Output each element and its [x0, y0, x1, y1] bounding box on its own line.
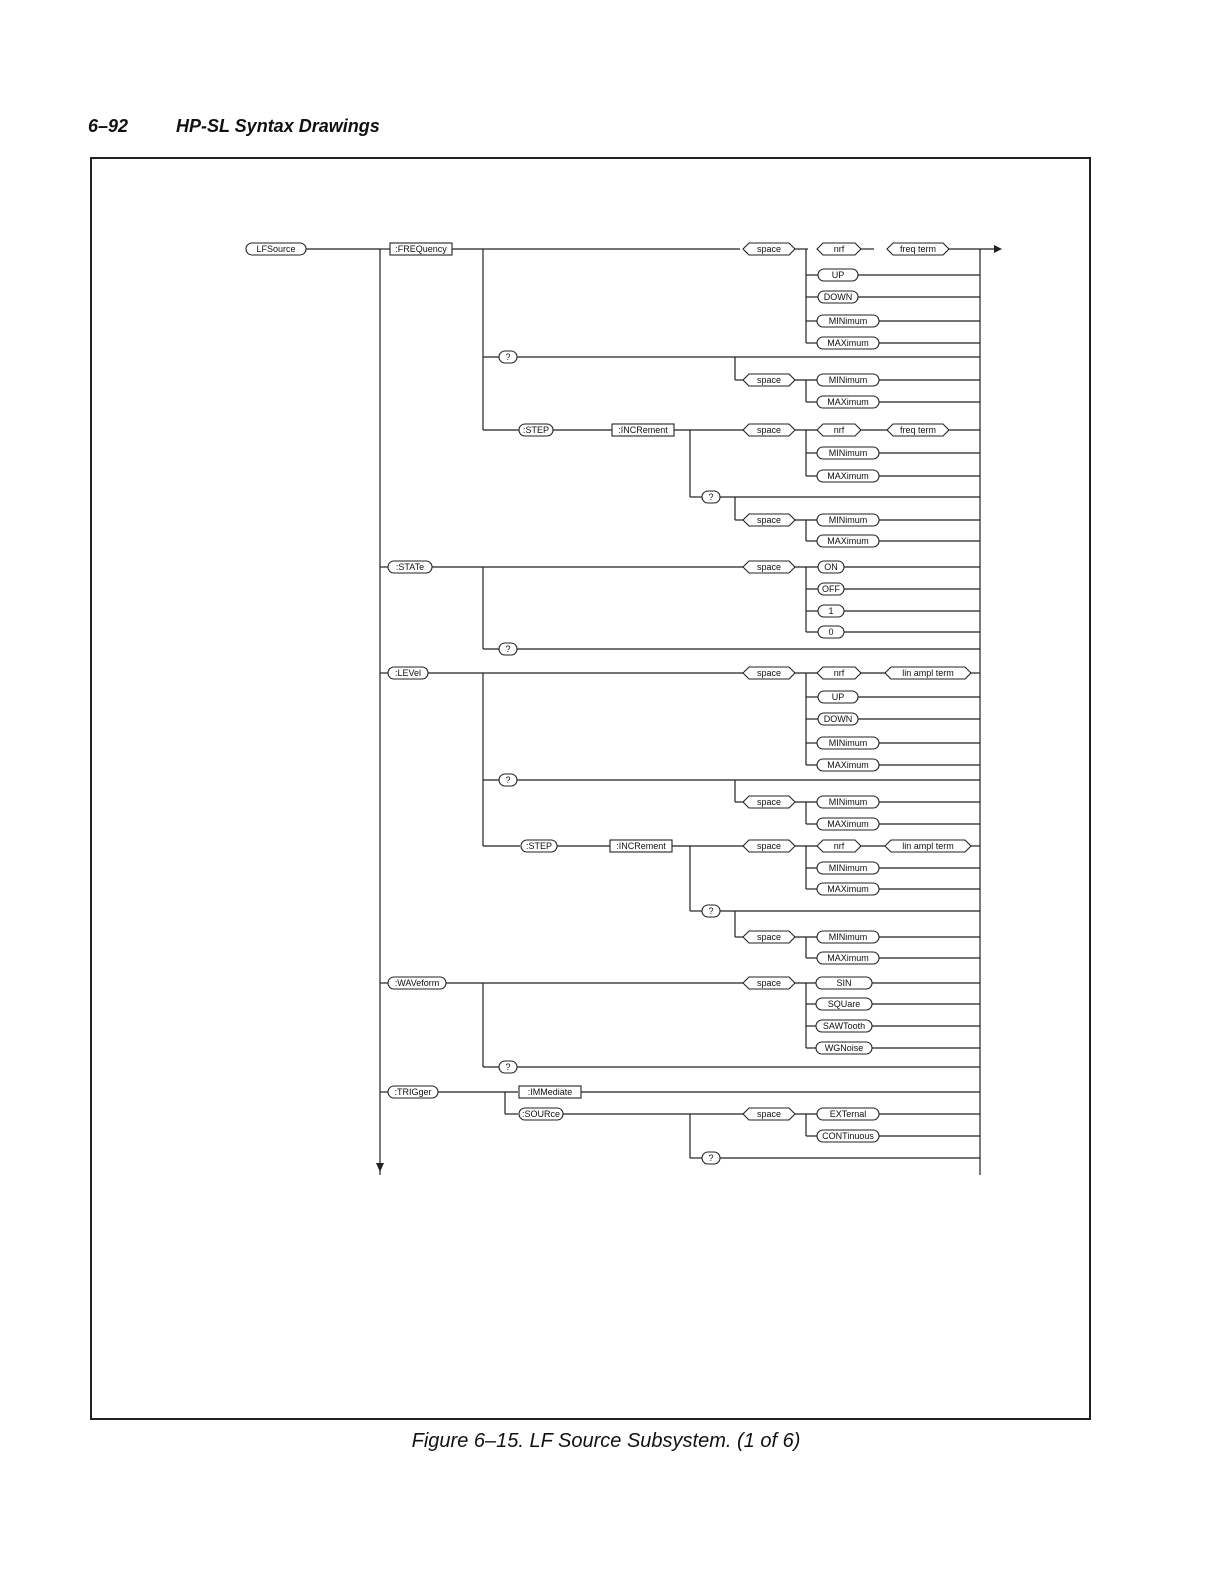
node-maximum	[817, 535, 879, 547]
node-label-minimum: MINimum	[828, 863, 868, 874]
node-maximum	[817, 759, 879, 771]
node-label-space: space	[756, 244, 782, 255]
node-freq-step	[519, 424, 553, 436]
node-label-waveform: :WAVeform	[394, 978, 440, 989]
node-freq-query	[499, 351, 517, 363]
node-space	[743, 840, 795, 852]
node-freq-term	[887, 243, 949, 255]
figure-caption: Figure 6–15. LF Source Subsystem. (1 of 6)	[411, 1430, 801, 1452]
node-label-nrf: nrf	[833, 841, 845, 852]
node-up	[818, 269, 858, 281]
node-label-one: 1	[828, 606, 834, 617]
node-label-space: space	[756, 425, 782, 436]
node-label-increment: :INCRement	[616, 841, 666, 852]
node-trigger-space	[743, 1108, 795, 1120]
node-label-maximum: MAXimum	[827, 819, 869, 830]
node-label-minimum: MINimum	[828, 515, 868, 526]
node-space	[743, 514, 795, 526]
node-freq-query-space	[743, 374, 795, 386]
node-down	[818, 291, 858, 303]
node-label-up: UP	[831, 270, 845, 281]
node-label-immediate: :IMMediate	[527, 1087, 573, 1098]
node-label-minimum: MINimum	[828, 738, 868, 749]
node-minimum	[817, 931, 879, 943]
node-minimum	[817, 447, 879, 459]
node-label-increment: :INCRement	[618, 425, 668, 436]
node-level-increment	[610, 840, 672, 852]
node-label-down: DOWN	[823, 714, 853, 725]
node-sin	[816, 977, 872, 989]
node-label-square: SQUare	[827, 999, 861, 1010]
node-label-on: ON	[824, 562, 838, 573]
node-label-query: ?	[708, 492, 714, 503]
node-label-query: ?	[708, 906, 714, 917]
node-trigger-query	[702, 1152, 720, 1164]
node-frequency	[390, 243, 452, 255]
node-level-space	[743, 667, 795, 679]
node-minimum	[817, 796, 879, 808]
node-label-step: :STEP	[522, 425, 550, 436]
node-zero	[818, 626, 844, 638]
node-minimum	[817, 315, 879, 327]
node-nrf	[817, 424, 861, 436]
node-label-sin: SIN	[836, 978, 852, 989]
node-lin_ampl_term	[885, 840, 971, 852]
node-label-space: space	[756, 515, 782, 526]
node-label-up: UP	[831, 692, 845, 703]
node-label-maximum: MAXimum	[827, 397, 869, 408]
node-label-space: space	[756, 797, 782, 808]
node-label-query: ?	[708, 1153, 714, 1164]
node-label-maximum: MAXimum	[827, 471, 869, 482]
node-state	[388, 561, 432, 573]
node-label-nrf: nrf	[833, 425, 845, 436]
node-freq_term	[887, 424, 949, 436]
node-minimum	[817, 374, 879, 386]
node-space	[743, 931, 795, 943]
node-label-nrf: nrf	[833, 244, 845, 255]
node-label-zero: 0	[828, 627, 834, 638]
node-state-space	[743, 561, 795, 573]
node-minimum	[817, 862, 879, 874]
exit-arrow	[994, 245, 1002, 253]
node-label-trigger: :TRIGger	[394, 1087, 432, 1098]
node-down	[818, 713, 858, 725]
node-nrf	[817, 840, 861, 852]
node-immediate	[519, 1086, 581, 1098]
node-level-step-query	[702, 905, 720, 917]
node-label-space: space	[756, 562, 782, 573]
node-label-space: space	[756, 841, 782, 852]
trunk-arrow	[376, 1163, 384, 1172]
node-label-maximum: MAXimum	[827, 884, 869, 895]
node-maximum	[817, 883, 879, 895]
node-label-space: space	[756, 668, 782, 679]
node-waveform-space	[743, 977, 795, 989]
node-label-maximum: MAXimum	[827, 338, 869, 349]
node-label-minimum: MINimum	[828, 316, 868, 327]
node-space	[743, 796, 795, 808]
node-label-minimum: MINimum	[828, 375, 868, 386]
node-label-minimum: MINimum	[828, 797, 868, 808]
node-label-freq_term: freq term	[899, 244, 937, 255]
node-nrf	[817, 667, 861, 679]
node-sawtooth	[816, 1020, 872, 1032]
node-label-lin_ampl_term: lin ampl term	[902, 668, 954, 679]
node-label-off: OFF	[822, 584, 840, 595]
node-maximum	[817, 952, 879, 964]
node-label-minimum: MINimum	[828, 932, 868, 943]
node-label-state: :STATe	[395, 562, 425, 573]
node-freq-step-query	[702, 491, 720, 503]
node-label-space: space	[756, 375, 782, 386]
node-one	[818, 605, 844, 617]
node-external	[817, 1108, 879, 1120]
node-lin-ampl-term	[885, 667, 971, 679]
node-label-query: ?	[505, 644, 511, 655]
node-freq-space	[743, 243, 795, 255]
node-label-wgnoise: WGNoise	[824, 1043, 864, 1054]
node-label-query: ?	[505, 352, 511, 363]
node-freq-increment	[612, 424, 674, 436]
node-label-space: space	[756, 932, 782, 943]
node-label-space: space	[756, 978, 782, 989]
node-freq-step-space	[743, 424, 795, 436]
node-maximum	[817, 818, 879, 830]
node-label-step: :STEP	[525, 841, 553, 852]
node-wgnoise	[816, 1042, 872, 1054]
node-waveform	[388, 977, 446, 989]
node-source	[519, 1108, 563, 1120]
node-freq-nrf	[817, 243, 861, 255]
node-level	[388, 667, 428, 679]
node-label-lfsource: LFSource	[256, 244, 296, 255]
node-minimum	[817, 737, 879, 749]
node-label-level: :LEVel	[394, 668, 422, 679]
node-maximum	[817, 396, 879, 408]
node-on	[818, 561, 844, 573]
node-trigger	[388, 1086, 438, 1098]
node-label-frequency: :FREQuency	[395, 244, 447, 255]
node-label-lin_ampl_term: lin ampl term	[902, 841, 954, 852]
node-label-freq_term: freq term	[899, 425, 937, 436]
node-label-source: :SOURce	[521, 1109, 561, 1120]
node-label-space: space	[756, 1109, 782, 1120]
node-label-maximum: MAXimum	[827, 953, 869, 964]
node-label-query: ?	[505, 775, 511, 786]
node-square	[816, 998, 872, 1010]
node-label-down: DOWN	[823, 292, 853, 303]
node-maximum	[817, 337, 879, 349]
node-waveform-query	[499, 1061, 517, 1073]
node-level-query	[499, 774, 517, 786]
node-label-minimum: MINimum	[828, 448, 868, 459]
node-minimum	[817, 514, 879, 526]
node-label-query: ?	[505, 1062, 511, 1073]
node-label-continuous: CONTinuous	[822, 1131, 874, 1142]
node-label-external: EXTernal	[829, 1109, 867, 1120]
page-number: 6–92	[88, 116, 129, 136]
node-label-nrf: nrf	[833, 668, 845, 679]
node-maximum	[817, 470, 879, 482]
node-label-maximum: MAXimum	[827, 760, 869, 771]
node-continuous	[817, 1130, 879, 1142]
node-level-step	[521, 840, 557, 852]
node-up	[818, 691, 858, 703]
page-header-title: HP-SL Syntax Drawings	[176, 116, 380, 136]
node-label-sawtooth: SAWTooth	[822, 1021, 866, 1032]
node-off	[818, 583, 844, 595]
node-state-query	[499, 643, 517, 655]
node-label-maximum: MAXimum	[827, 536, 869, 547]
node-lfsource	[246, 243, 306, 255]
